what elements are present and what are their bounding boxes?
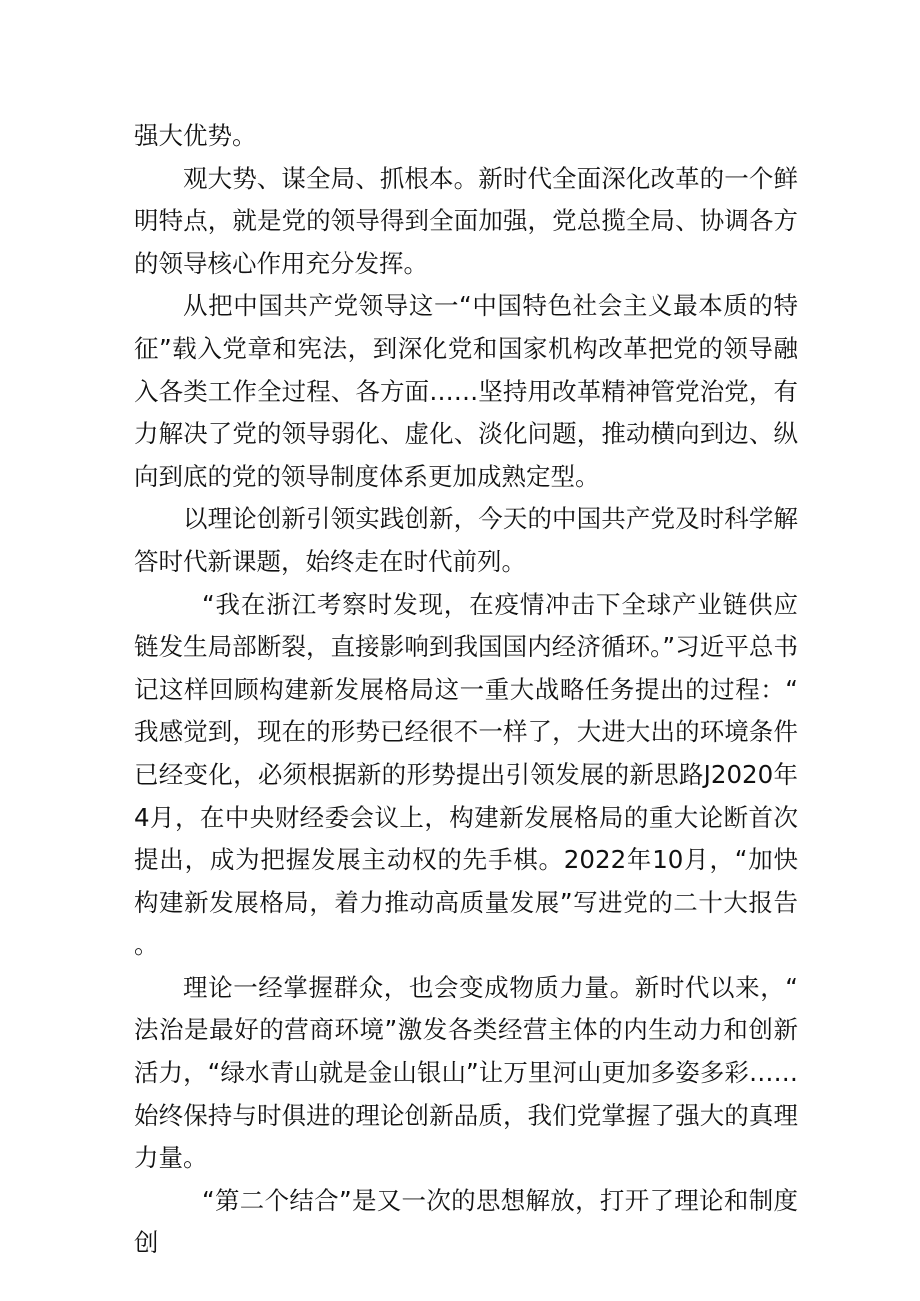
- paragraph-second-combination: “第二个结合”是又一次的思想解放，打开了理论和制度创: [134, 1185, 798, 1258]
- paragraph-theory-innovation: 以理论创新引领实践创新，今天的中国共产党及时科学解答时代新课题，始终走在时代前列。: [134, 504, 798, 576]
- paragraph-continuation: 强大优势。: [134, 121, 257, 150]
- paragraph-material-force: 理论一经掌握群众，也会变成物质力量。新时代以来，“法治是最好的营商环境”激发各类经营主体的内生动力和创新活力，“绿水青山就是金山银山”让万里河山更加多姿多彩……始终保持与时俱进的理论创新品质，我们党掌握了强大的真理力量。: [134, 972, 798, 1173]
- paragraph-overview: 观大势、谋全局、抓根本。新时代全面深化改革的一个鲜明特点，就是党的领导得到全面加强，党总揽全局、协调各方的领导核心作用充分发挥。: [134, 163, 798, 278]
- document-body: [134, 115, 798, 1265]
- paragraph-party-leadership: 从把中国共产党领导这一“中国特色社会主义最本质的特征”载入党章和宪法，到深化党和国家机构改革把党的领导融入各类工作全过程、各方面……坚持用改革精神管党治党，有力解决了党的领导弱化、虚化、淡化问题，推动横向到边、纵向到底的党的领导制度体系更加成熟定型。: [134, 291, 798, 491]
- paragraph-quote-zhejiang: “我在浙江考察时发现，在疫情冲击下全球产业链供应链发生局部断裂，直接影响到我国国内经济循环。”习近平总书记这样回顾构建新发展格局这一重大战略任务提出的过程：“我感觉到，现在的形势已经很不一样了，大进大出的环境条件已经变化，必须根据新的形势提出引领发展的新思路J2020年4月，在中央财经委会议上，构建新发展格局的重大论断首次提出，成为把握发展主动权的先手棋。2022年10月，“加快构建新发展格局，着力推动高质量发展”写进党的二十大报告。: [134, 589, 798, 960]
